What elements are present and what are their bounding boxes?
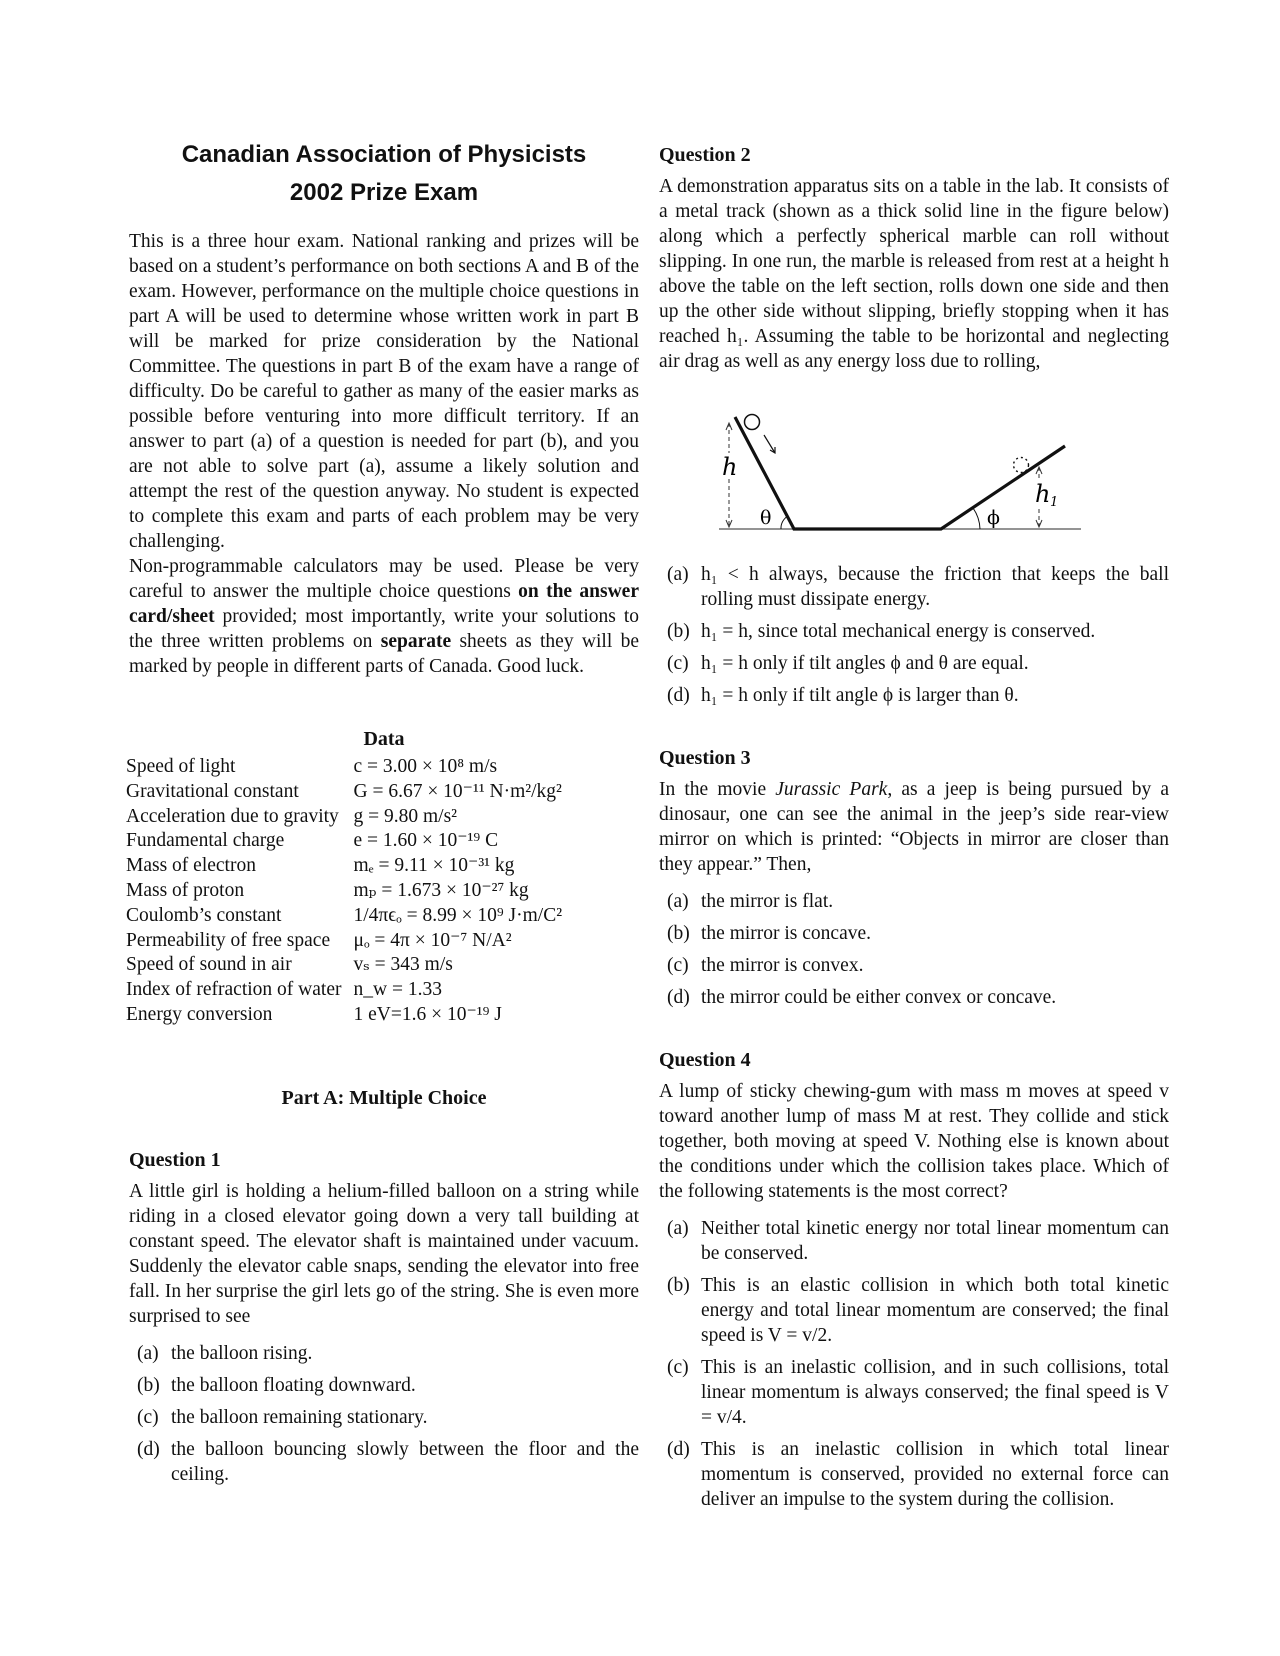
option-text: the balloon bouncing slowly between the floor and the ceiling. [171, 1439, 639, 1485]
constant-value: mₚ = 1.673 × 10⁻²⁷ kg [353, 879, 529, 901]
constant-row [126, 854, 562, 879]
question-4 [659, 1047, 1169, 1519]
question-1-body: A little girl is holding a helium-filled balloon on a string while riding in a closed elevator going down a very tall building at constant speed. The elevator shaft is maintained under vacuum. Suddenly the elevator cable snaps, sending the elevator into free fall. In her surprise the girl lets go of the string. She is even more surprised to see [129, 1181, 639, 1327]
constant-row [126, 1003, 562, 1028]
option-label: (c) [137, 1407, 159, 1428]
option-label: (b) [137, 1375, 160, 1396]
constant-name: Gravitational constant [126, 780, 299, 802]
constant-name: Speed of light [126, 756, 236, 777]
option-label: (a) [667, 1218, 689, 1239]
constant-name: Mass of electron [126, 855, 256, 877]
motion-arrow-icon [764, 435, 775, 453]
constant-name: Speed of sound in air [126, 954, 292, 976]
question-4-body: A lump of sticky chewing-gum with mass m moves at speed v toward another lump of mass M at rest. They collide and stick together, both moving at speed V. Nothing else is known about the conditions under which the collision takes place. Which of the following statements is the most correct? [659, 1081, 1169, 1202]
answer-option [659, 1273, 1169, 1348]
option-label: (c) [667, 653, 689, 674]
constant-row [126, 953, 562, 978]
instructions [129, 229, 639, 679]
answer-option [659, 1216, 1169, 1266]
constant-row [126, 829, 562, 854]
answer-option [129, 1405, 639, 1430]
constant-value: 1 eV=1.6 × 10⁻¹⁹ J [353, 1003, 502, 1025]
constant-name: Coulomb’s constant [126, 904, 282, 926]
option-text: the mirror is flat. [701, 891, 834, 912]
data-title: Data [363, 728, 405, 750]
question-2-options-wrap [659, 562, 1169, 715]
data-section [126, 728, 639, 1028]
answer-option [129, 1341, 639, 1366]
option-label: (b) [667, 621, 690, 642]
option-label: (a) [667, 891, 689, 912]
constant-value: mₑ = 9.11 × 10⁻³¹ kg [353, 855, 515, 877]
option-text: Neither total kinetic energy nor total linear momentum can be conserved. [701, 1218, 1169, 1264]
question-2 [659, 142, 1169, 374]
exam-subtitle: 2002 Prize Exam [289, 179, 479, 206]
label-theta: θ [760, 507, 772, 529]
option-text: the mirror is convex. [701, 955, 864, 976]
constant-value: c = 3.00 × 10⁸ m/s [353, 756, 498, 777]
option-label: (c) [667, 955, 689, 976]
answer-option [659, 921, 1169, 946]
option-label: (d) [667, 1439, 690, 1460]
constant-value: g = 9.80 m/s² [353, 805, 458, 827]
option-label: (b) [667, 923, 690, 944]
constant-row [126, 929, 562, 954]
angle-phi-arc [973, 508, 980, 529]
option-text: This is an inelastic collision in which total linear momentum is conserved, provided no external force can deliver an impulse to the system during the collision. [701, 1439, 1169, 1510]
option-label: (a) [137, 1343, 159, 1364]
option-text: This is an inelastic collision, and in such collisions, total linear momentum is always conserved; the final speed is V = v/4. [701, 1357, 1169, 1428]
part-a-heading-wrap [129, 1087, 639, 1110]
option-label: (b) [667, 1275, 690, 1296]
option-label: (a) [667, 564, 689, 585]
answer-option [659, 1355, 1169, 1430]
option-text: This is an elastic collision in which both total kinetic energy and total linear momentum are conserved; the final speed is V = v/2. [701, 1275, 1169, 1346]
question-1-options [129, 1341, 639, 1487]
option-text: h₁ = h only if tilt angles ϕ and θ are equal. [701, 653, 1029, 674]
option-text: the balloon remaining stationary. [171, 1407, 428, 1428]
emphasis-answer-card: on the answer card/sheet [129, 581, 639, 627]
question-3-heading: Question 3 [659, 747, 751, 769]
option-label: (d) [137, 1439, 160, 1460]
label-h: h [722, 453, 738, 481]
constant-row [126, 780, 562, 805]
question-2-heading: Question 2 [659, 144, 751, 166]
option-label: (c) [667, 1357, 689, 1378]
option-text: the mirror could be either convex or concave. [701, 987, 1057, 1008]
option-text: h₁ = h only if tilt angle ϕ is larger than θ. [701, 685, 1019, 706]
answer-option [659, 562, 1169, 612]
label-h1: h [1035, 480, 1051, 508]
question-4-options [659, 1216, 1169, 1512]
constant-row [126, 904, 562, 929]
marble-final-position-icon [1014, 458, 1029, 473]
option-text: the mirror is concave. [701, 923, 872, 944]
option-label: (d) [667, 685, 690, 706]
constant-name: Permeability of free space [126, 929, 331, 951]
constant-value: vₛ = 343 m/s [353, 954, 453, 976]
question-2-body: A demonstration apparatus sits on a table in the lab. It consists of a metal track (shown as a thick solid line in the figure below) along which a perfectly spherical marble can roll without slipping. In one run, the marble is released from rest at a height h above the table on the left section, rolls down one side and then up the other side without slipping, briefly stopping when it has reached h₁. Assuming the table to be horizontal and neglecting air drag as well as any energy loss due to rolling, [659, 176, 1169, 372]
answer-option [659, 889, 1169, 914]
answer-option [659, 953, 1169, 978]
question-1-heading: Question 1 [129, 1149, 221, 1171]
constant-name: Acceleration due to gravity [126, 805, 339, 827]
svg-text:1: 1 [1050, 495, 1059, 510]
constant-name: Mass of proton [126, 879, 245, 901]
question-3-options [659, 889, 1169, 1010]
constant-value: μₒ = 4π × 10⁻⁷ N/A² [353, 929, 512, 951]
label-phi: ϕ [987, 507, 1000, 529]
instructions-paragraph-2: Non-programmable calculators may be used. Please be very careful to answer the multiple choice questions on the answer card/sheet provided; most importantly, write your solutions to the three written problems on separate sheets as they will be marked by people in different parts of Canada. Good luck. [129, 556, 639, 677]
question-4-heading: Question 4 [659, 1049, 751, 1071]
question-2-options [659, 562, 1169, 708]
question-3-body: In the movie Jurassic Park, as a jeep is being pursued by a dinosaur, one can see the animal in the jeep’s side rear-view mirror on which is printed: “Objects in mirror are closer than they appear.” Then, [659, 779, 1169, 875]
constant-value: e = 1.60 × 10⁻¹⁹ C [353, 830, 499, 852]
answer-option [659, 985, 1169, 1010]
answer-option [659, 651, 1169, 676]
constant-row [126, 978, 562, 1003]
answer-option [129, 1373, 639, 1398]
option-label: (d) [667, 987, 690, 1008]
constant-value: n_w = 1.33 [353, 979, 442, 1001]
constant-name: Index of refraction of water [126, 979, 342, 1001]
track-diagram [719, 405, 1119, 555]
question-3 [659, 745, 1169, 1017]
option-text: h₁ = h, since total mechanical energy is conserved. [701, 621, 1096, 642]
movie-title: Jurassic Park [775, 779, 888, 800]
option-text: the balloon rising. [171, 1343, 313, 1364]
answer-option [659, 683, 1169, 708]
answer-option [659, 619, 1169, 644]
exam-title: Canadian Association of Physicists [181, 141, 587, 168]
answer-option [129, 1437, 639, 1487]
constants-table [126, 755, 562, 1028]
marble-icon [745, 415, 760, 430]
option-text: the balloon floating downward. [171, 1375, 416, 1396]
option-text: h₁ < h always, because the friction that keeps the ball rolling must dissipate energy. [701, 564, 1169, 610]
constant-row [126, 755, 562, 780]
exam-header [129, 136, 639, 212]
emphasis-separate: separate [380, 631, 452, 652]
constant-name: Fundamental charge [126, 830, 285, 852]
constant-name: Energy conversion [126, 1003, 273, 1025]
instructions-paragraph-1: This is a three hour exam. National ranking and prizes will be based on a student’s performance on both sections A and B of the exam. However, performance on the multiple choice questions in part A will be used to determine whose written work in part B will be marked for prize consideration by the National Committee. The questions in part B of the exam have a range of difficulty. Do be careful to gather as many of the easier marks as possible before venturing into more difficult territory. If an answer to part (a) of a question is needed for part (b), and you are not able to solve part (a), assume a likely solution and attempt the rest of the question anyway. No student is expected to complete this exam and parts of each problem may be very challenging. [129, 231, 639, 552]
answer-option [659, 1437, 1169, 1512]
part-a-heading: Part A: Multiple Choice [281, 1087, 487, 1109]
metal-track [735, 417, 1065, 529]
constant-row [126, 805, 562, 830]
constant-value: 1/4πϵₒ = 8.99 × 10⁹ J·m/C² [353, 904, 563, 926]
constant-value: G = 6.67 × 10⁻¹¹ N·m²/kg² [353, 780, 562, 802]
constant-row [126, 879, 562, 904]
question-1 [129, 1147, 639, 1494]
